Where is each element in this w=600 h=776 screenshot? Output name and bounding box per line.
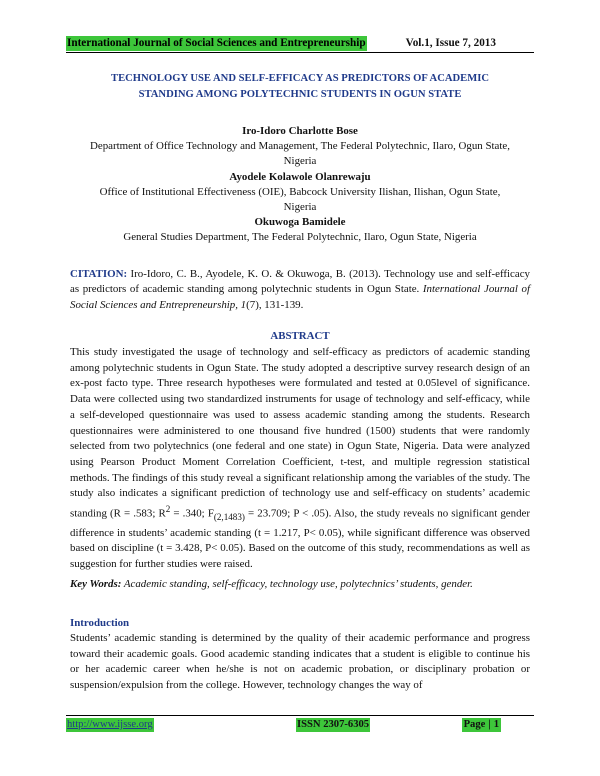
- author-affiliation: Office of Institutional Effectiveness (OIE), Babcock University Ilishan, Ilishan, Ogun State,: [99, 185, 501, 198]
- citation-journal: International Journal of Social Sciences and Entrepreneurship, 1: [70, 283, 530, 311]
- citation-label: CITATION:: [70, 268, 128, 280]
- journal-name: International Journal of Social Sciences and Entrepreneurship: [67, 37, 366, 49]
- issue-info: Vol.1, Issue 7, 2013: [405, 37, 496, 49]
- page-number-box: [462, 718, 501, 732]
- author-affiliation-country: Nigeria: [283, 155, 317, 168]
- f-subscript: (2,1483): [213, 511, 245, 522]
- introduction-text: Students’ academic standing is determined by the quality of their academic performance and progress toward their academic goals. Good academic standing indicates that a student is eligible to continue his or her academic career when he/she is not on academic probation, or disciplinary probation or suspension/expulsion from the college. However, technology changes the way of: [70, 632, 530, 692]
- author-block: [60, 124, 540, 246]
- abstract-part-2: = .340; F: [170, 507, 214, 520]
- introduction-heading: Introduction: [70, 617, 130, 629]
- author-affiliation: Department of Office Technology and Management, The Federal Polytechnic, Ilaro, Ogun State,: [90, 140, 510, 153]
- paper-title: [70, 71, 530, 103]
- keywords-text: Academic standing, self-efficacy, technology use, polytechnics’ students, gender.: [123, 578, 473, 590]
- author-affiliation: General Studies Department, The Federal Polytechnic, Ilaro, Ogun State, Nigeria: [123, 231, 477, 244]
- citation-text: Iro-Idoro, C. B., Ayodele, K. O. & Okuwoga, B. (2013). Technology use and self-efficacy as predictors of academic standing among polytechnic students in Ogun State.: [70, 268, 530, 296]
- page-number: 1: [493, 719, 499, 730]
- r-squared-superscript: 2: [165, 504, 171, 515]
- page-footer: [66, 715, 534, 733]
- abstract-text: [70, 345, 530, 573]
- author-name: Okuwoga Bamidele: [254, 216, 346, 229]
- page-header: [66, 36, 534, 53]
- citation: [70, 267, 530, 313]
- journal-url-link[interactable]: http://www.ijsse.org: [67, 719, 153, 730]
- title-line-1: TECHNOLOGY USE AND SELF-EFFICACY AS PREDICTORS OF ACADEMIC: [111, 73, 489, 84]
- abstract-part-3: = 23.709; P < .05). Also, the study reveals no significant gender difference in students’ academic standing (t = 1.217, P< 0.05), while significant difference was observed based on discipline (t = 3.428, P< 0.05). Based on the outcome of this study, recommendations as well as suggestion for further studies were raised.: [70, 507, 530, 570]
- keywords: [70, 578, 530, 590]
- citation-pages: (7), 131-139.: [246, 298, 304, 311]
- abstract-part-1: This study investigated the usage of technology and self-efficacy as predictors of academic standing among polytechnic students in Ogun State. The study adopted a descriptive survey research design of an ex-post facto type. Three research hypotheses were formulated and tested at 0.05level of significance. Data were collected using two standardized instruments for usage of technology and self-efficacy, while a self-developed questionnaire was used to assess academic standing among the students. Research questionnaires were administered to one thousand five hundred (1500) students that were randomly selected from two polytechnics (one federal and one state) in Ogun State, Nigeria. Data were analyzed using Pearson Product Moment Correlation Coefficient, t-test, and multiple regression statistical methods. The findings of this study reveal a significant relationship among the variables of the study. The study also indicates a significant prediction of technology use and self-efficacy on students’ academic standing (R = .583; R: [70, 346, 530, 520]
- abstract-heading: ABSTRACT: [270, 330, 330, 342]
- page-label: Page: [463, 719, 486, 730]
- author-name: Iro-Idoro Charlotte Bose: [242, 125, 358, 137]
- author-affiliation-country: Nigeria: [283, 201, 317, 214]
- page-separator: |: [488, 719, 491, 730]
- title-line-2: STANDING AMONG POLYTECHNIC STUDENTS IN OGUN STATE: [138, 89, 462, 100]
- issn: ISSN 2307-6305: [297, 719, 370, 730]
- author-name: Ayodele Kolawole Olanrewaju: [229, 170, 371, 183]
- keywords-label: Key Words:: [70, 578, 122, 590]
